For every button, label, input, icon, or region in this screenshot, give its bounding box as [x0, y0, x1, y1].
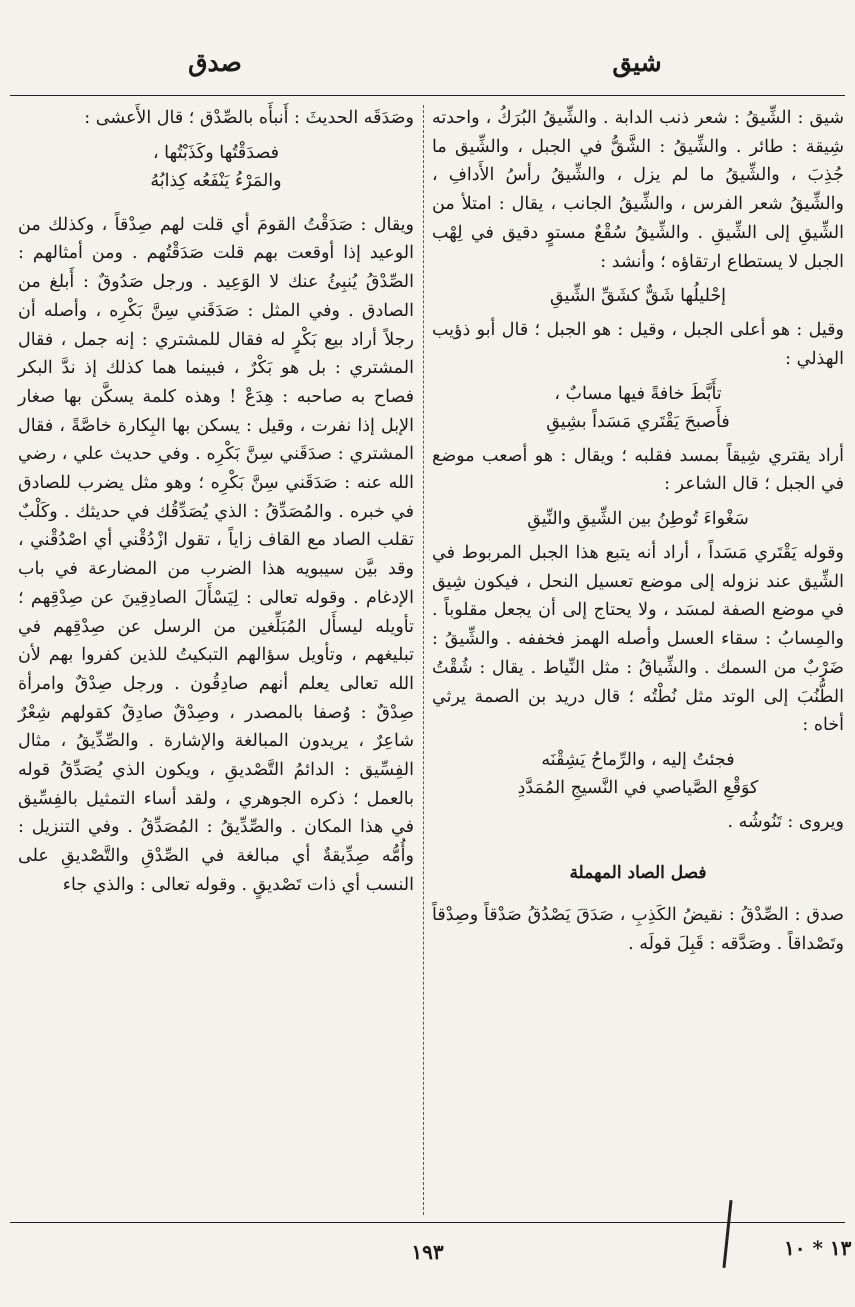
section-title: فصل الصاد المهملة: [569, 862, 707, 883]
right-column: [432, 104, 844, 959]
entry-shiq-paragraph: شيق : الشِّيقُ : شعر ذنب الدابة . والشِّيقُ البُرَكُ ، واحدته شِيقة : طائر . والشِّيقُ : الشَّقُّ في الجبل ، والشِّيق ما جُذِبَ ، والشِّيقُ ما لم يزل ، والشِّيقُ رأسُ الأَدافِ ، والشِّيقُ شعر الفرس ، والشِّيقُ الجانب ، يقال : امتلأ من الشِّيقِ إلى الشِّيقِ . والشِّيقُ سُقْعٌ مستوٍ دقيق في لِهْب الجبل لا يستطاع ارتقاؤه ؛ وأنشد :: [432, 108, 844, 272]
verse-line: تأَبَّطَ خافةً فيها مسابٌ ،: [554, 383, 722, 404]
entry-paragraph: وقوله يَقْتَري مَسَداً ، أراد أنه يتبع هذا الجبل المربوط في الشِّيق عند نزوله إلى موضع تعسيل النحل ، فيكون شِيق في موضع الصفة لمسَد ، ولا يحتاج إلى أن يجعل مقلوباً . والمِسابُ : سقاء العسل وأصله الهمز فخففه . والشِّيقُ : ضَرْبٌ من السمك . والشِّياقُ : مثل النِّياط . يقال : شُقْتُ الطُّنُبَ إلى الوتد مثل نُطْتُه ؛ قال دريد بن الصمة يرثي أخاه :: [432, 543, 844, 736]
entry-paragraph: وقيل : هو أعلى الجبل ، وقيل : هو الجبل ؛ قال أبو ذؤيب الهذلي :: [432, 320, 844, 369]
entry-sidq-paragraph: صدق : الصِّدْقُ : نقيضُ الكَذِبِ ، صَدَقَ يَصْدُقُ صَدْقاً وصِدْقاً وتَصْداقاً . وصَدَّقه : قَبِلَ قولَه .: [432, 905, 844, 955]
verse-line: فصدَقْتُها وكَذَبْتُها ،: [152, 142, 280, 163]
signature-mark: ١٣ * ١٠: [784, 1236, 852, 1260]
entry-paragraph: أراد يقتري شِيقاً بمسد فقلبه ؛ ويقال : هو أصعب موضع في الجبل ؛ قال الشاعر :: [432, 445, 844, 495]
spacer: [18, 201, 414, 211]
footer-rule: [10, 1222, 845, 1223]
entry-paragraph: ويروى : تَنُوشُه .: [727, 811, 844, 832]
entry-paragraph: وصَدَقَه الحديثَ : أَنبأَه بالصِّدْق ؛ قال الأَعشى :: [84, 108, 414, 128]
header-entry-word-right: شيق: [612, 48, 662, 77]
verse-line: فجئتُ إليه ، والرِّماحُ يَشِقْنَه: [541, 749, 735, 770]
verse: إحْليلُها شَقٌّ كشَقِّ الشِّيقِ: [549, 286, 727, 307]
page-number: ١٩٣: [411, 1240, 444, 1264]
verse: سَغْواءَ تُوطِنُ بين الشِّيقِ والنِّيقِ: [527, 509, 749, 530]
verse-line: كوَقْعِ الصَّياصي في النَّسيجِ المُمَدَّدِ: [517, 777, 759, 798]
header-entry-word-left: صدق: [188, 48, 242, 77]
column-divider: [423, 105, 424, 1215]
left-column: [18, 104, 414, 900]
entry-paragraph: ويقال : صَدَقْتُ القومَ أي قلت لهم صِدْقاً ، وكذلك من الوعيد إذا أوقعت بهم قلت صَدَقْتُهم . ومن أمثالهم : الصِّدْقُ يُنبِئُ عنك لا الوَعِيد . ورجل صَدُوقٌ : أَبلغ من الصادق . وفي المثل : صَدَقَني سِنَّ بَكْرِه ، وأصله أن رجلاً أراد بيع بَكْرٍ له فقال للمشتري : إنه جمل ، فقال المشتري : بل هو بَكْرٌ ، فبينما هما كذلك إذ ندَّ البكر فصاح به صاحبه : هِدَعْ ! وهذه كلمة يسكَّن بها صغار الإبل إذا نفرت ، وقيل : يسكن بها البِكارة خاصَّةً ، فقال المشتري : صدَقَني سِنَّ بَكْرِه . وفي حديث علي ، رضي الله عنه : صَدَقَني سِنَّ بَكْرِه ؛ وهو مثل يضرب للصادق في خبره . والمُصَدِّقُ : الذي يُصَدِّقُك في حديثك . وكَلْبٌ تقلب الصاد مع القاف زاياً ، تقول ازْدُقْني أي اصْدُقْني ، وقد بيَّن سيبويه هذا الضرب من المضارعة في باب الإدغام . وقوله تعالى : لِيَسْأَلَ الصادِقِينَ عن صِدْقِهم ؛ تأويله ليسأَل المُبَلِّغين من الرسل عن صِدْقِهم في تبليغهم ، وتأويل سؤالهم التبكيتُ للذين كفروا بهم لأن الله تعالى يعلم أنهم صادِقُون . ورجل صِدْقٌ وامرأة صِدْقٌ : وُصفا بالمصدر ، وصِدْقٌ صادِقٌ كقولهم شِعْرٌ شاعِرٌ ، يريدون المبالغة والإشارة . والصِّدِّيقُ ، مثال الفِسِّيق : الدائمُ التَّصْديقِ ، ويكون الذي يُصَدِّقُ قوله بالعمل ؛ ذكره الجوهري ، ولقد أساء التمثيل بالفِسِّيق في هذا المكان . والصِّدِّيقُ : المُصَدِّقُ . وفي التنزيل : وأُمُّه صِدِّيقةٌ أي مبالغة في الصِّدْقِ والتَّصْديقِ على النسب أي ذات تَصْديقٍ . وقوله تعالى : والذي جاء: [18, 214, 414, 895]
verse-line: والمَرْءُ يَنْفَعُه كِذابُهُ: [150, 170, 282, 191]
verse-line: فأَصبحَ يَقْتَري مَسَداً بشِيقِ: [546, 411, 730, 432]
header-rule: [10, 95, 845, 96]
